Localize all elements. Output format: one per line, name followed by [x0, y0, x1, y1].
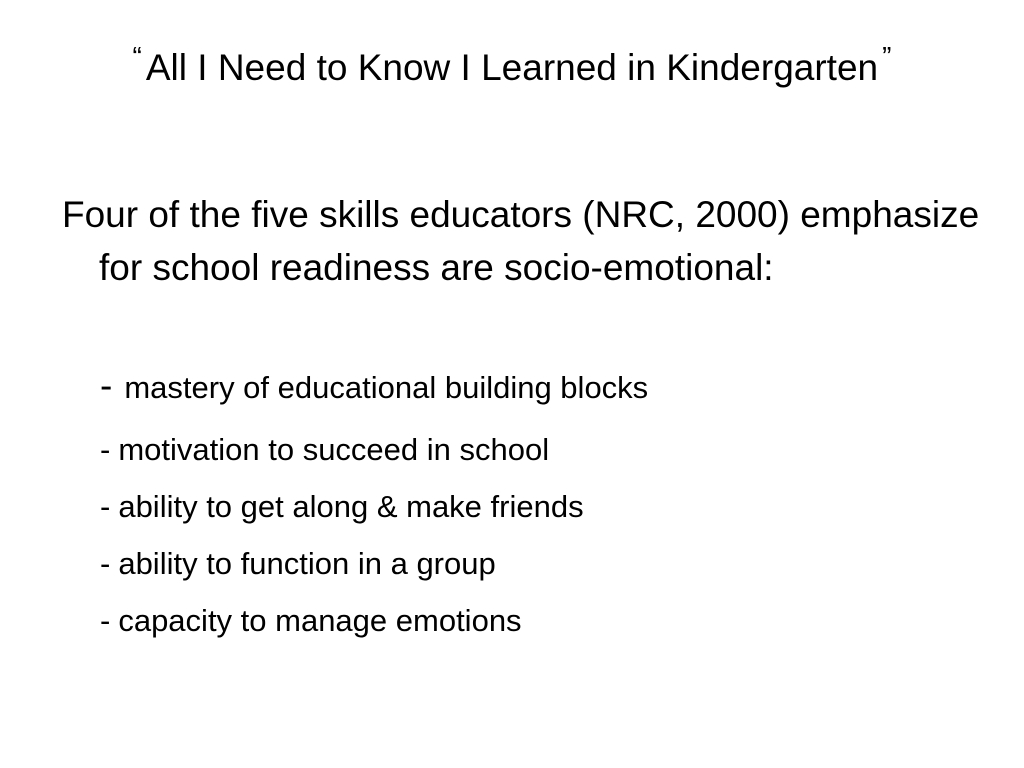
list-item-text: capacity to manage emotions: [118, 603, 522, 638]
list-dash: -: [100, 365, 113, 406]
title-open-quote: “: [132, 41, 142, 72]
list-item: [100, 430, 549, 470]
list-dash: -: [100, 546, 111, 581]
list-dash: -: [100, 432, 111, 467]
list-dash: -: [100, 489, 111, 524]
slide-title: [112, 41, 912, 94]
title-close-quote: ”: [882, 41, 892, 72]
list-item-text: mastery of educational building blocks: [124, 370, 649, 405]
body-paragraph: Four of the five skills educators (NRC, 2000) emphasize for school readiness are socio-emotional:: [62, 194, 980, 288]
list-dash: -: [100, 603, 111, 638]
list-item-text: ability to function in a group: [118, 546, 496, 581]
title-text: All I Need to Know I Learned in Kindergarten: [145, 47, 879, 88]
list-item: [100, 366, 648, 408]
list-item: [100, 544, 496, 584]
list-item-text: motivation to succeed in school: [118, 432, 550, 467]
list-item: [100, 601, 522, 641]
list-item-text: ability to get along & make friends: [118, 489, 584, 524]
list-item: [100, 487, 584, 527]
